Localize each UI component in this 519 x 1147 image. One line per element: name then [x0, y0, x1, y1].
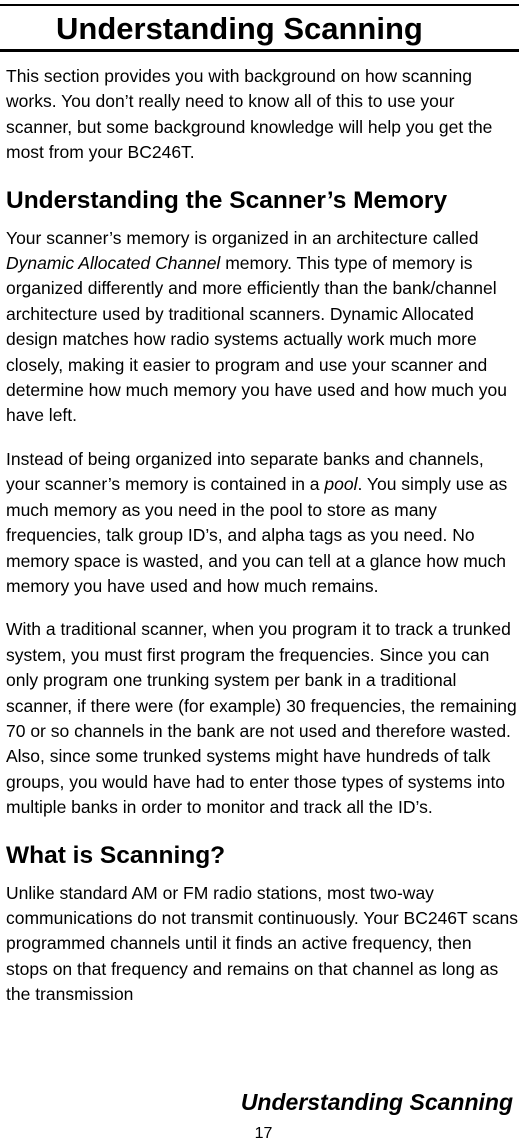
- page-content: [6, 64, 518, 1026]
- memory-section-heading: Understanding the Scanner’s Memory: [6, 186, 448, 214]
- running-footer-title: Understanding Scanning: [240, 1089, 513, 1115]
- memory-p2-lead: Instead of being organized into separate banks and channels, your scanner’s memory is contained in a: [6, 448, 484, 495]
- scanning-paragraph-1: Unlike standard AM or FM radio stations, most two-way communications do not transmit continuously. Your BC246T scans programmed channels until it finds an active frequency, then stops on that frequency and remains on that channel as long as the transmission: [6, 882, 518, 1005]
- memory-p2-rest: . You simply use as much memory as you need in the pool to store as many frequencies, talk group ID’s, and alpha tags as you need. No memory space is wasted, and you can tell at a glance how much memory you have used and how much remains.: [6, 474, 508, 596]
- page-title: Understanding Scanning: [56, 11, 423, 46]
- title-rule-bottom: [0, 49, 519, 52]
- memory-p1-term: Dynamic Allocated Channel: [6, 253, 221, 274]
- memory-p1-rest: memory. This type of memory is organized differently and more efficiently than the bank/channel architecture used by traditional scanners. Dynamic Allocated design matches how radio systems actually work much more closely, making it easier to program and use your scanner and determine how much memory you have used and how much you have left.: [6, 253, 507, 426]
- page-number: 17: [254, 1125, 273, 1142]
- memory-paragraph-1: [6, 226, 518, 429]
- memory-p2-term: pool: [324, 474, 358, 495]
- title-rule-top: [0, 4, 519, 6]
- scanning-section-heading: What is Scanning?: [6, 841, 226, 869]
- title-bar: [0, 4, 519, 56]
- memory-paragraph-3: With a traditional scanner, when you program it to track a trunked system, you must first program the frequencies. Since you can only program one trunking system per bank in a traditional scanner, if there were (for example) 30 frequencies, the remaining 70 or so channels in the bank are not used and therefore wasted. Also, since some trunked systems might have hundreds of talk groups, you would have had to enter those types of systems into multiple banks in order to monitor and track all the ID’s.: [6, 619, 517, 818]
- memory-p1-lead: Your scanner’s memory is organized in an architecture called: [6, 227, 479, 248]
- memory-paragraph-2: [6, 447, 518, 599]
- intro-paragraph: This section provides you with background on how scanning works. You don’t really need to know all of this to use your scanner, but some background knowledge will help you get the most from your BC246T.: [6, 66, 493, 163]
